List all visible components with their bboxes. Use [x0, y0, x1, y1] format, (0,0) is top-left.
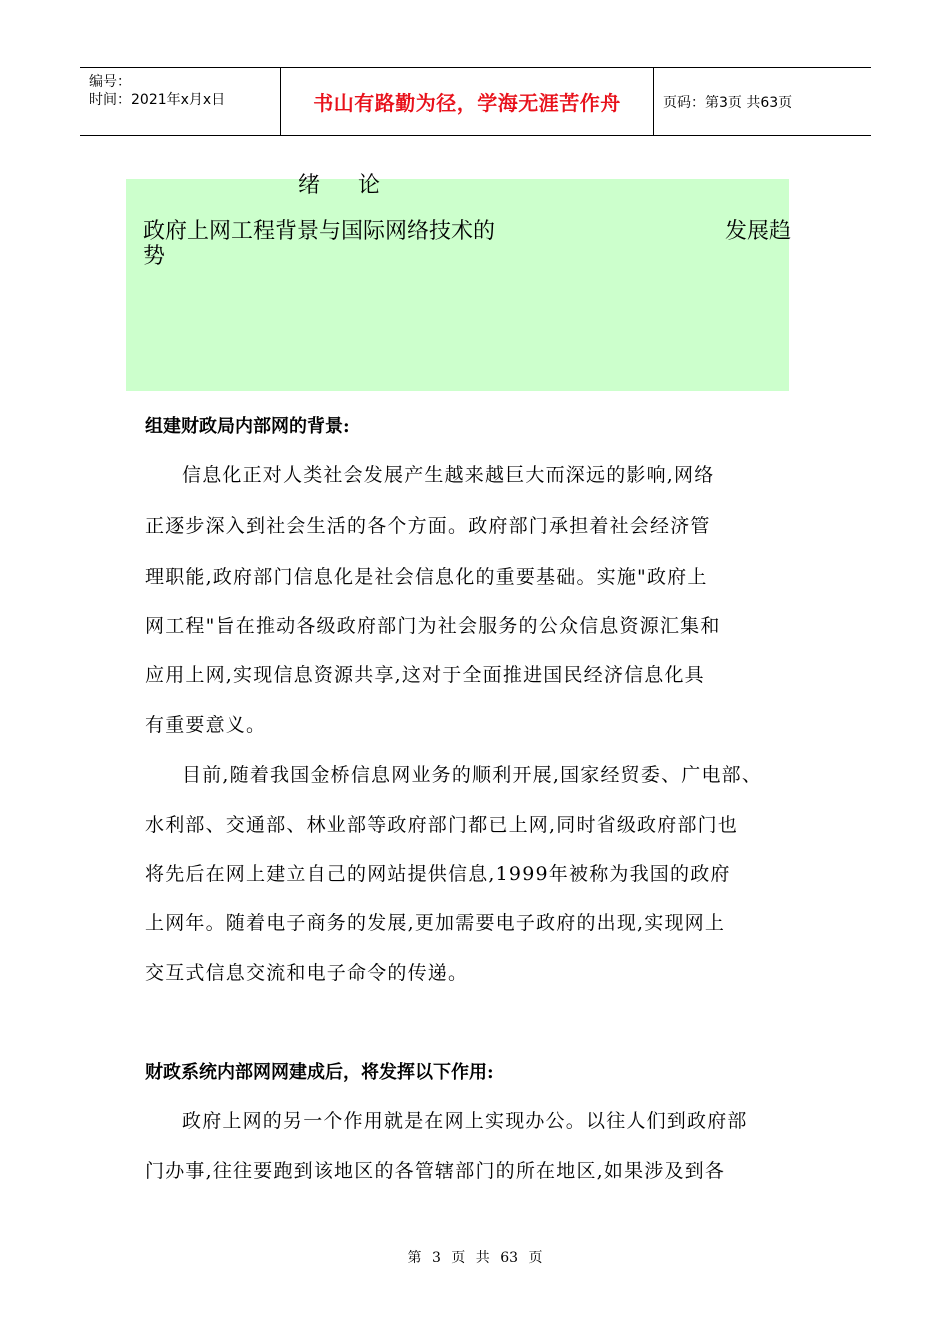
header-page-info: 页码：第3页 共63页	[663, 94, 793, 111]
paragraph-line: 水利部、交通部、林业部等政府部门都已上网,同时省级政府部门也	[145, 814, 739, 836]
paragraph-line: 信息化正对人类社会发展产生越来越巨大而深远的影响,网络	[182, 464, 715, 486]
paragraph-line: 目前,随着我国金桥信息网业务的顺利开展,国家经贸委、广电部、	[182, 764, 763, 786]
subtitle-part-2: 发展趋	[725, 219, 792, 244]
paragraph-line: 网工程"旨在推动各级政府部门为社会服务的公众信息资源汇集和	[145, 615, 721, 637]
section-heading-functions: 财政系统内部网网建成后，将发挥以下作用:	[145, 1062, 494, 1083]
subtitle-part-3: 势	[143, 244, 166, 269]
paragraph-line: 上网年。随着电子商务的发展,更加需要电子政府的出现,实现网上	[145, 912, 726, 934]
paragraph-line: 交互式信息交流和电子命令的传递。	[145, 962, 469, 984]
document-header	[80, 67, 871, 136]
paragraph-line: 政府上网的另一个作用就是在网上实现办公。以往人们到政府部	[182, 1110, 748, 1132]
page-footer: 第 3 页 共 63 页	[407, 1250, 543, 1266]
paragraph-line: 正逐步深入到社会生活的各个方面。政府部门承担着社会经济管	[145, 515, 711, 537]
paragraph-line: 有重要意义。	[145, 714, 267, 736]
number-label: 编号：	[89, 74, 131, 90]
paragraph-line: 应用上网,实现信息资源共享,这对于全面推进国民经济信息化具	[145, 664, 705, 686]
time-label: 时间：2021年x月x日	[89, 92, 226, 108]
chapter-heading	[298, 168, 380, 199]
chapter-heading-char-2: 论	[358, 173, 381, 198]
subtitle-part-1: 政府上网工程背景与国际网络技术的	[143, 219, 496, 244]
paragraph-line: 门办事,往往要跑到该地区的各管辖部门的所在地区,如果涉及到各	[145, 1160, 726, 1182]
chapter-heading-char-1: 绪	[298, 173, 321, 198]
paragraph-line: 理职能,政府部门信息化是社会信息化的重要基础。实施"政府上	[145, 566, 708, 588]
header-meta-cell	[80, 68, 281, 135]
paragraph-line: 将先后在网上建立自己的网站提供信息,1999年被称为我国的政府	[145, 863, 731, 885]
section-heading-background: 组建财政局内部网的背景:	[145, 416, 350, 437]
title-highlight-box	[126, 179, 792, 391]
header-motto: 书山有路勤为径，学海无涯苦作舟	[281, 68, 654, 135]
